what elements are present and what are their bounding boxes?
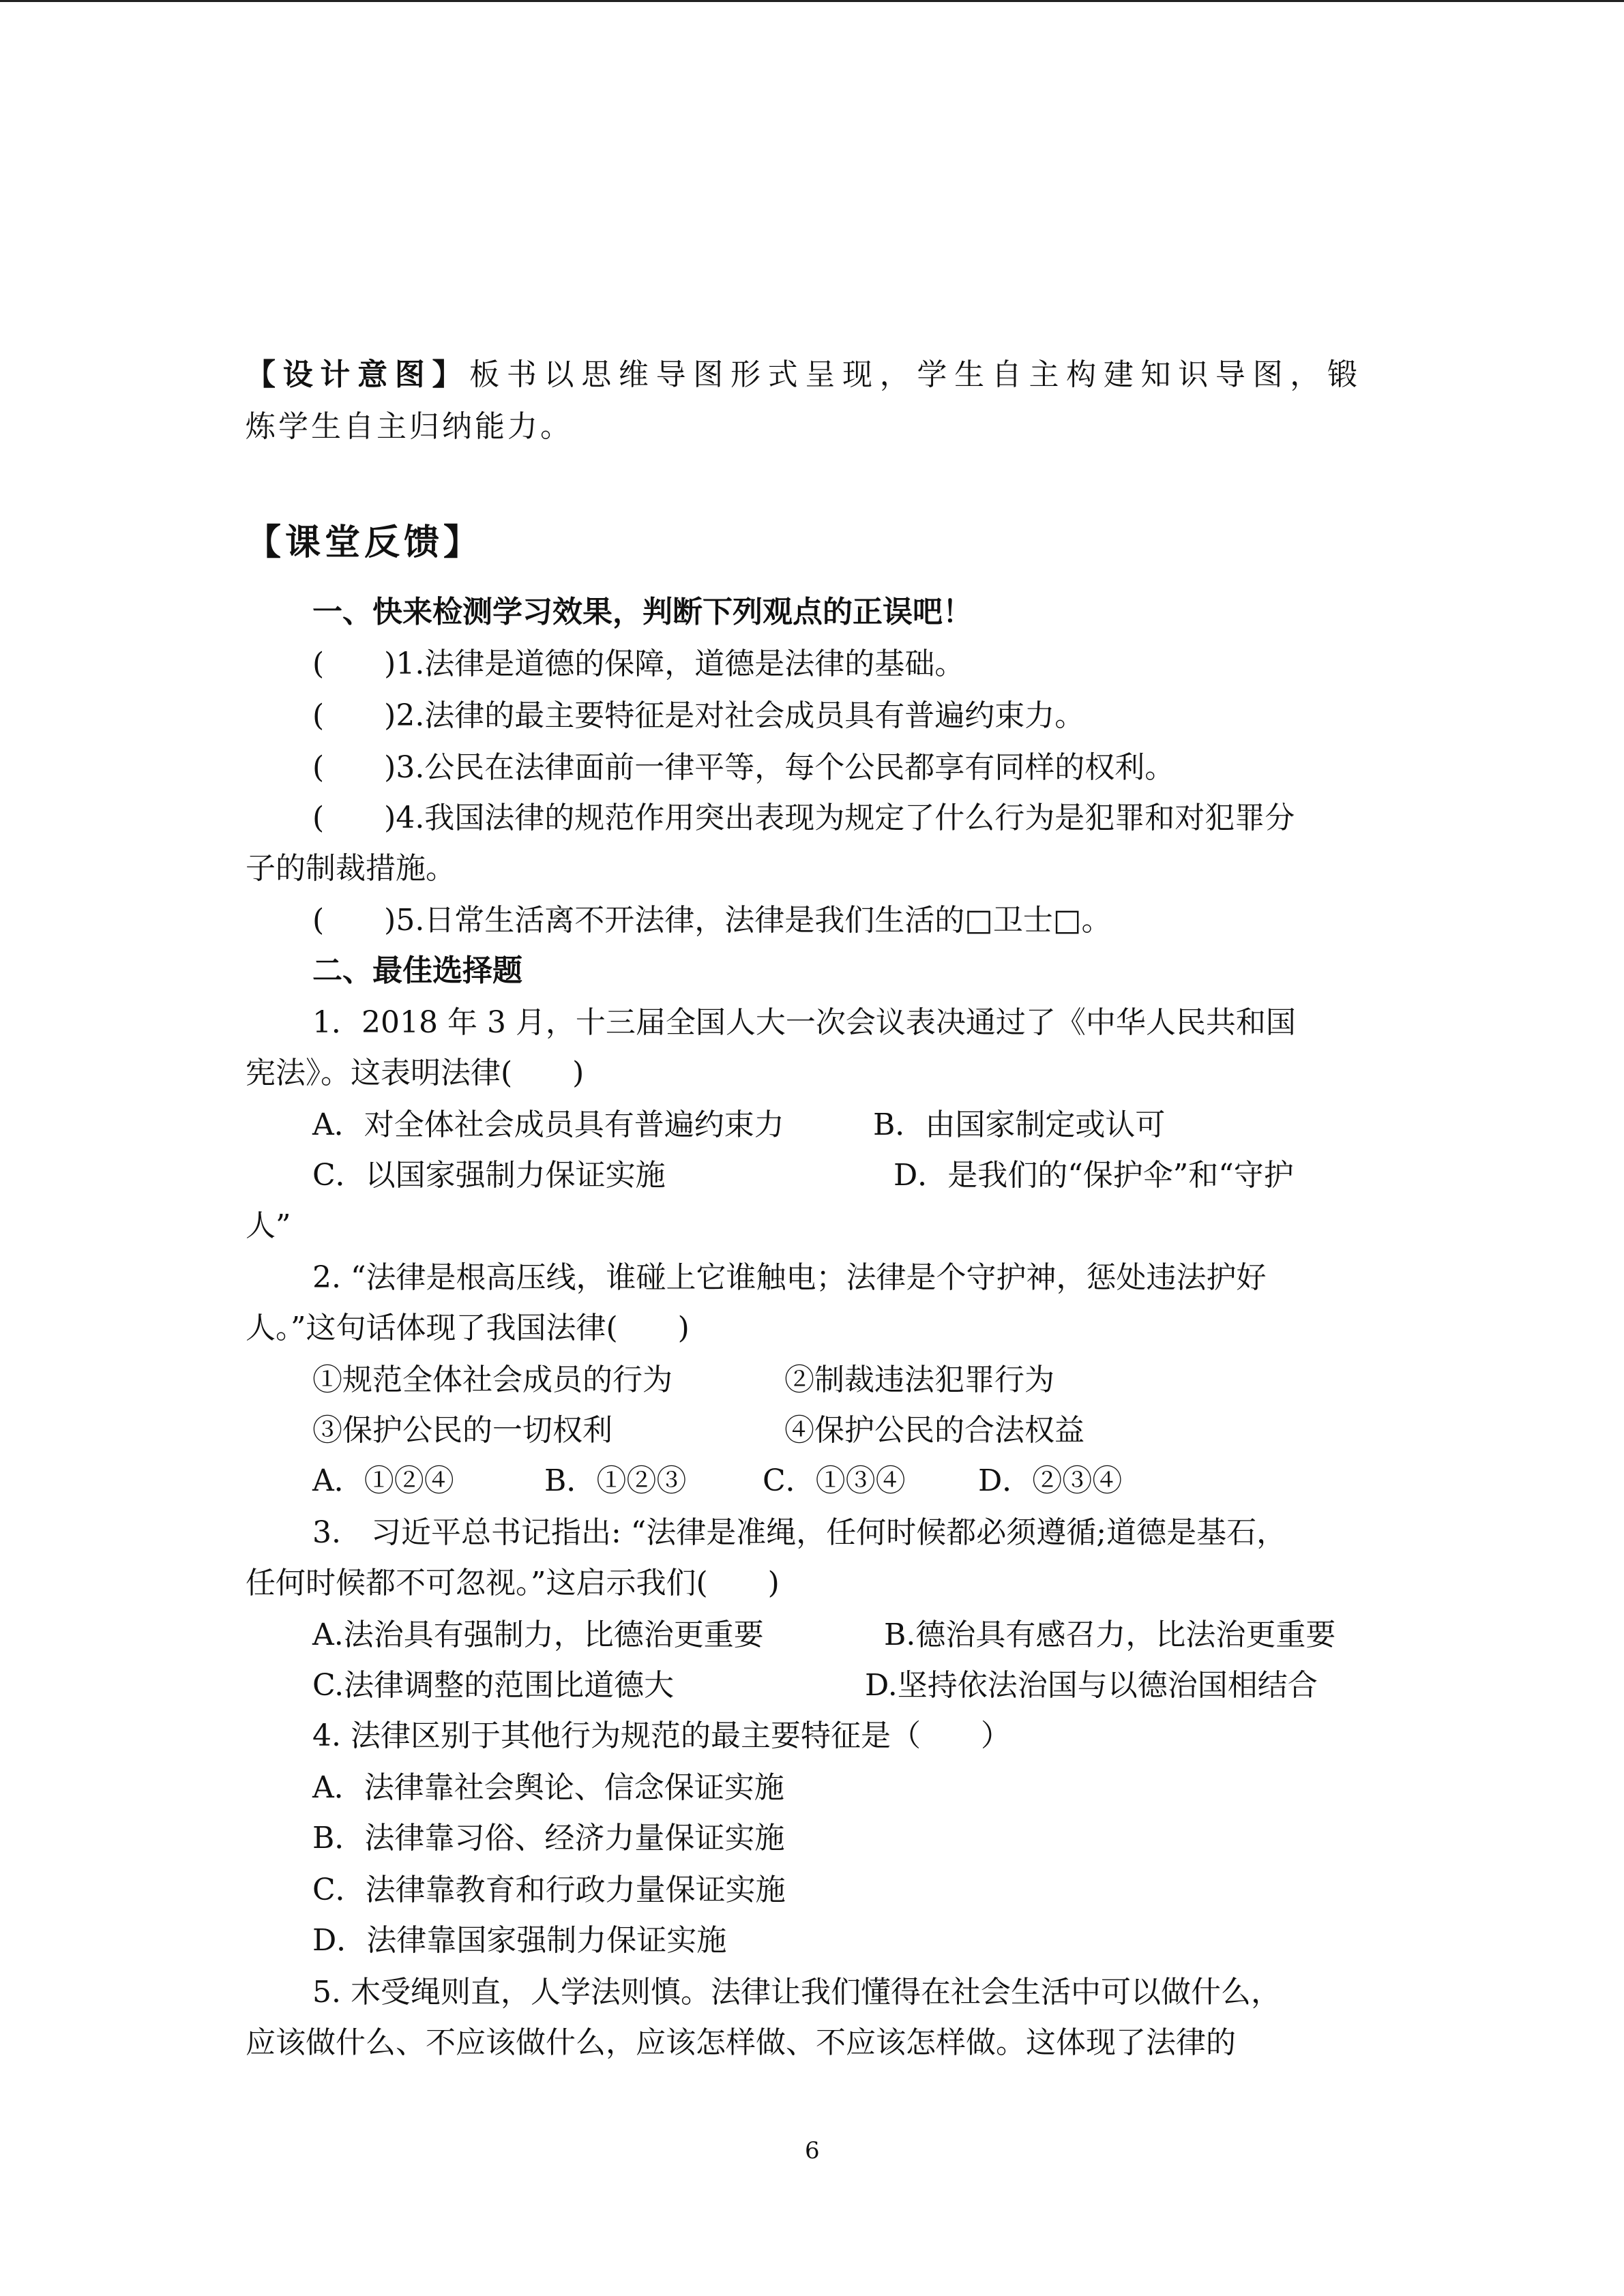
design-intent-line-1 — [246, 356, 1357, 394]
q4-option-b: B．法律靠习俗、经济力量保证实施 — [312, 1821, 785, 1855]
q3-option-c: C.法律调整的范围比道德大 — [312, 1668, 675, 1703]
tf-item-4-cont: 子的制裁措施。 — [246, 851, 456, 886]
q2-option-b: B．①②③ — [544, 1463, 687, 1498]
q2-statement-2: ②制裁违法犯罪行为 — [784, 1362, 1054, 1397]
q3-stem-line-2: 任何时候都不可忽视。”这启示我们( ) — [246, 1566, 780, 1600]
part2-heading: 二、最佳选择题 — [312, 953, 522, 988]
q3-option-b: B.德治具有感召力，比法治更重要 — [884, 1617, 1336, 1652]
q2-stem-line-2: 人。”这句话体现了我国法律( ) — [246, 1311, 690, 1345]
q2-option-a: A．①②④ — [312, 1463, 454, 1498]
q4-option-d: D．法律靠国家强制力保证实施 — [312, 1923, 727, 1958]
q4-option-a: A．法律靠社会舆论、信念保证实施 — [312, 1770, 784, 1805]
top-border-line — [0, 0, 1624, 2]
q1-option-d: D．是我们的“保护伞”和“守护 — [894, 1158, 1294, 1193]
q1-option-a: A．对全体社会成员具有普遍约束力 — [312, 1107, 784, 1142]
q2-option-d: D．②③④ — [978, 1463, 1123, 1498]
q2-statement-3: ③保护公民的一切权利 — [312, 1413, 612, 1448]
feedback-heading: 【课堂反馈】 — [246, 522, 484, 563]
design-intent-text: 板书以思维导图形式呈现，学生自主构建知识导图，锻 — [469, 357, 1358, 392]
tf-item-3: ( )3.公民在法律面前一律平等，每个公民都享有同样的权利。 — [312, 750, 1175, 785]
q1-option-b: B．由国家制定或认可 — [873, 1107, 1166, 1142]
design-intent-label: 【设计意图】 — [246, 357, 470, 392]
design-intent-line-2: 炼学生自主归纳能力。 — [246, 409, 573, 444]
tf-item-5: ( )5.日常生活离不开法律，法律是我们生活的□卫士□。 — [312, 903, 1112, 938]
q5-stem-line-1: 5. 木受绳则直，人学法则慎。法律让我们懂得在社会生活中可以做什么， — [312, 1975, 1281, 2010]
part1-heading: 一、快来检测学习效果，判断下列观点的正误吧！ — [312, 595, 973, 629]
tf-item-1: ( )1.法律是道德的保障，道德是法律的基础。 — [312, 646, 965, 681]
page-number: 6 — [805, 2137, 820, 2164]
tf-item-4: ( )4.我国法律的规范作用突出表现为规定了什么行为是犯罪和对犯罪分 — [312, 801, 1295, 835]
q3-option-a: A.法治具有强制力，比德治更重要 — [312, 1617, 764, 1652]
q2-statement-1: ①规范全体社会成员的行为 — [312, 1362, 673, 1397]
q1-option-d-cont: 人” — [246, 1208, 291, 1243]
q3-stem-line-1: 3. 习近平总书记指出: “法律是准绳，任何时候都必须遵循;道德是基石， — [312, 1515, 1287, 1550]
q2-statement-4: ④保护公民的合法权益 — [784, 1413, 1084, 1448]
q1-stem-line-1: 1．2018 年 3 月，十三届全国人大一次会议表决通过了《中华人民共和国 — [312, 1005, 1296, 1040]
tf-item-2: ( )2.法律的最主要特征是对社会成员具有普遍约束力。 — [312, 698, 1085, 733]
q2-option-c: C．①③④ — [763, 1463, 906, 1498]
q4-stem: 4. 法律区别于其他行为规范的最主要特征是（ ） — [312, 1718, 1011, 1753]
q3-option-d: D.坚持依法治国与以德治国相结合 — [865, 1668, 1318, 1703]
q2-stem-line-1: 2. “法律是根高压线，谁碰上它谁触电；法律是个守护神，惩处违法护好 — [312, 1260, 1267, 1295]
q1-option-c: C．以国家强制力保证实施 — [312, 1158, 666, 1193]
q5-stem-line-2: 应该做什么、不应该做什么，应该怎样做、不应该怎样做。这体现了法律的 — [246, 2025, 1236, 2060]
q4-option-c: C．法律靠教育和行政力量保证实施 — [312, 1873, 786, 1907]
q1-stem-line-2: 宪法》。这表明法律( ) — [246, 1056, 585, 1090]
